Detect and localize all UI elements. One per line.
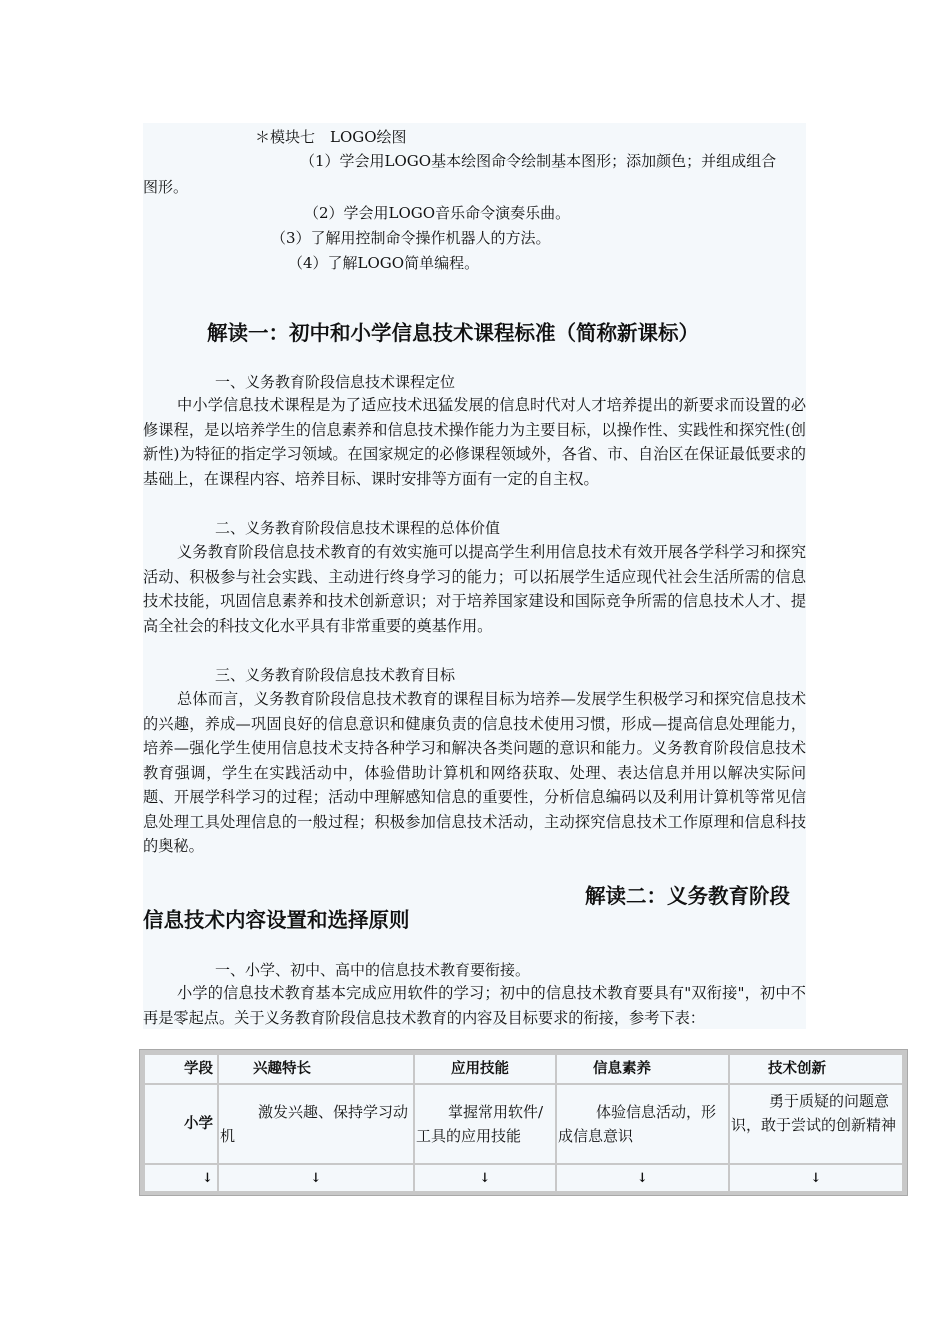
reading1-section2-title: 二、义务教育阶段信息技术课程的总体价值 [215, 519, 501, 537]
reading2-heading-part2: 信息技术内容设置和选择原则 [143, 908, 410, 932]
table-header-literacy: 信息素养 [557, 1055, 728, 1083]
reading2-section1-body: 小学的信息技术教育基本完成应用软件的学习；初中的信息技术教育要具有"双衔接"，初中不再是零起点。关于义务教育阶段信息技术教育的内容及目标要求的衔接，参考下表： [143, 984, 806, 1027]
reading1-heading: 解读一：初中和小学信息技术课程标准（简称新课标） [207, 321, 699, 345]
reading2-heading-part1: 解读二：义务教育阶段 [585, 884, 790, 908]
table-cell-interest: 激发兴趣、保持学习动机 [219, 1085, 413, 1163]
table-cell-literacy: 体验信息活动，形成信息意识 [557, 1085, 728, 1163]
table-header-innovation: 技术创新 [730, 1055, 902, 1083]
module-item-1: （1）学会用LOGO基本绘图命令绘制基本图形；添加颜色；并组成组合 [300, 152, 777, 170]
table-arrow-innovation: ↓ [730, 1165, 902, 1191]
table-arrow-interest: ↓ [219, 1165, 413, 1191]
reading1-section1-title: 一、义务教育阶段信息技术课程定位 [215, 373, 456, 391]
reading1-section1-body: 中小学信息技术课程是为了适应技术迅猛发展的信息时代对人才培养提出的新要求而设置的必修课程，是以培养学生的信息素养和信息技术操作能力为主要目标，以操作性、实践性和探究性(创新性)为特征的指定学习领域。在国家规定的必修课程领域外，各省、市、自治区在保证最低要求的基础上，在课程内容、培养目标、课时安排等方面有一定的自主权。 [143, 396, 806, 488]
table-arrow-stage: ↓ [145, 1165, 217, 1191]
module-item-3: （3）了解用控制命令操作机器人的方法。 [271, 229, 551, 247]
reading1-section2-body: 义务教育阶段信息技术教育的有效实施可以提高学生利用信息技术有效开展各学科学习和探究活动、积极参与社会实践、主动进行终身学习的能力；可以拓展学生适应现代社会生活所需的信息技术技能，巩固信息素养和技术创新意识；对于培养国家建设和国际竞争所需的信息技术人才、提高全社会的科技文化水平具有非常重要的奠基作用。 [143, 543, 806, 635]
table-header-skill: 应用技能 [415, 1055, 555, 1083]
stage-table [139, 1049, 908, 1196]
reading1-section3-title: 三、义务教育阶段信息技术教育目标 [215, 666, 456, 684]
table-cell-skill: 掌握常用软件/工具的应用技能 [415, 1085, 555, 1163]
reading2-section1-title: 一、小学、初中、高中的信息技术教育要衔接。 [215, 961, 531, 979]
table-arrow-skill: ↓ [415, 1165, 555, 1191]
module-title: ＊模块七 LOGO绘图 [255, 128, 407, 146]
table-cell-innovation: 勇于质疑的问题意识，敢于尝试的创新精神 [730, 1085, 902, 1163]
table-arrow-literacy: ↓ [557, 1165, 728, 1191]
table-cell-stage-primary: 小学 [145, 1085, 217, 1163]
table-header-interest: 兴趣特长 [219, 1055, 413, 1083]
module-item-2: （2）学会用LOGO音乐命令演奏乐曲。 [304, 204, 571, 222]
module-item-1-cont: 图形。 [143, 178, 189, 196]
table-header-stage: 学段 [145, 1055, 217, 1083]
module-item-4: （4）了解LOGO简单编程。 [288, 254, 480, 272]
reading1-section3-body: 总体而言，义务教育阶段信息技术教育的课程目标为培养—发展学生积极学习和探究信息技术的兴趣，养成—巩固良好的信息意识和健康负责的信息技术使用习惯，形成—提高信息处理能力，培养—强化学生使用信息技术支持各种学习和解决各类问题的意识和能力。义务教育阶段信息技术教育强调，学生在实践活动中，体验借助计算机和网络获取、处理、表达信息并用以解决实际问题、开展学科学习的过程；活动中理解感知信息的重要性，分析信息编码以及利用计算机等常见信息处理工具处理信息的一般过程；积极参加信息技术活动，主动探究信息技术工作原理和信息科技的奥秘。 [143, 690, 806, 855]
